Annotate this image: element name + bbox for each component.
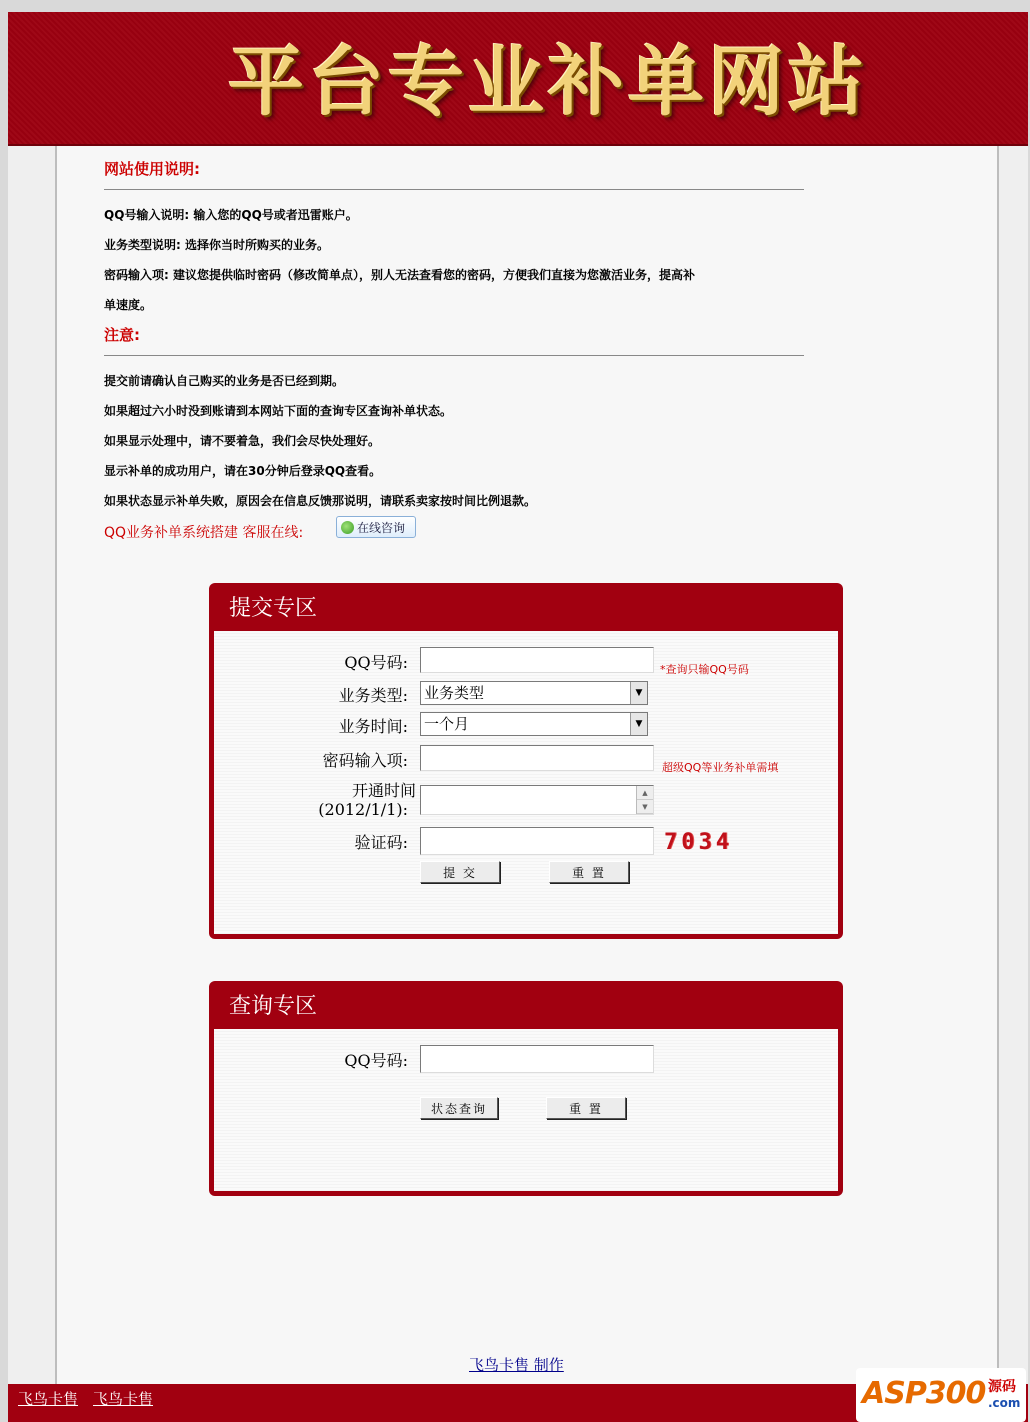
logo-sub: 源码 (988, 1379, 1016, 1395)
notice-line: 提交前请确认自己购买的业务是否已经到期。 (104, 374, 345, 388)
chat-icon (341, 521, 354, 534)
query-panel (209, 981, 843, 1196)
divider (104, 355, 804, 356)
service-type-label: 业务类型: (338, 686, 408, 705)
notice-line: 显示补单的成功用户，请在30分钟后登录QQ查看。 (104, 464, 382, 478)
captcha-input[interactable] (420, 827, 654, 855)
credit-link[interactable]: 飞鸟卡售 制作 (469, 1356, 564, 1374)
instruction-line: 密码输入项: 建议您提供临时密码（修改简单点），别人无法查看您的密码，方便我们直接为您激活业务，提高补 (104, 268, 695, 282)
captcha-image: 7034 (664, 830, 733, 855)
password-input[interactable] (420, 745, 654, 771)
reset-button[interactable]: 重 置 (549, 861, 629, 883)
qq-label: QQ号码: (344, 653, 408, 672)
service-type-value: 业务类型 (424, 684, 485, 702)
captcha-label: 验证码: (354, 833, 408, 852)
query-panel-title: 查询专区 (229, 994, 318, 1019)
qq-hint: *查询只输QQ号码 (660, 663, 749, 676)
query-reset-button[interactable]: 重 置 (546, 1097, 626, 1119)
footer-link[interactable]: 飞鸟卡售 (93, 1390, 154, 1408)
logo-text: ASP300 (862, 1376, 986, 1411)
service-time-value: 一个月 (424, 715, 470, 733)
header-banner (8, 12, 1028, 146)
password-hint: 超级QQ等业务补单需填 (662, 761, 779, 774)
qq-input[interactable] (420, 647, 654, 673)
status-query-button[interactable]: 状态查询 (420, 1097, 498, 1119)
open-time-format-label: (2012/1/1): (318, 800, 408, 819)
open-time-label: 开通时间 (351, 781, 416, 800)
footer-link[interactable]: 飞鸟卡售 (18, 1390, 79, 1408)
scroll-down-icon[interactable]: ▼ (637, 800, 653, 814)
instruction-line: 单速度。 (104, 298, 153, 312)
submit-panel-title: 提交专区 (229, 596, 318, 621)
notice-line: 如果超过六小时没到账请到本网站下面的查询专区查询补单状态。 (104, 404, 453, 418)
online-consult-label: 在线咨询 (357, 520, 406, 535)
service-type-select[interactable] (420, 681, 648, 705)
instruction-line: 业务类型说明: 选择你当时所购买的业务。 (104, 238, 329, 252)
notice-line: 如果状态显示补单失败，原因会在信息反馈那说明，请联系卖家按时间比例退款。 (104, 494, 537, 508)
textarea-scrollbar[interactable] (636, 786, 653, 814)
logo-com: .com (988, 1396, 1021, 1410)
service-time-label: 业务时间: (338, 717, 408, 736)
open-time-textarea[interactable] (420, 785, 654, 815)
query-qq-input[interactable] (420, 1045, 654, 1073)
asp300-logo (856, 1368, 1026, 1422)
site-title: 平台专业补单网站 (228, 37, 868, 126)
query-qq-label: QQ号码: (344, 1051, 408, 1070)
chevron-down-icon[interactable]: ▼ (630, 713, 647, 735)
divider (104, 189, 804, 190)
chevron-down-icon[interactable]: ▼ (630, 682, 647, 704)
instruction-line: QQ号输入说明: 输入您的QQ号或者迅雷账户。 (104, 208, 358, 222)
instructions-heading: 网站使用说明: (104, 160, 200, 178)
notice-line: 如果显示处理中，请不要着急，我们会尽快处理好。 (104, 434, 381, 448)
service-time-select[interactable] (420, 712, 648, 736)
submit-button[interactable]: 提 交 (420, 861, 500, 883)
password-label: 密码输入项: (322, 751, 408, 770)
support-text: QQ业务补单系统搭建 客服在线: (104, 525, 304, 541)
online-consult-button[interactable] (336, 516, 416, 538)
scroll-up-icon[interactable]: ▲ (637, 786, 653, 800)
notice-heading: 注意: (104, 326, 140, 344)
